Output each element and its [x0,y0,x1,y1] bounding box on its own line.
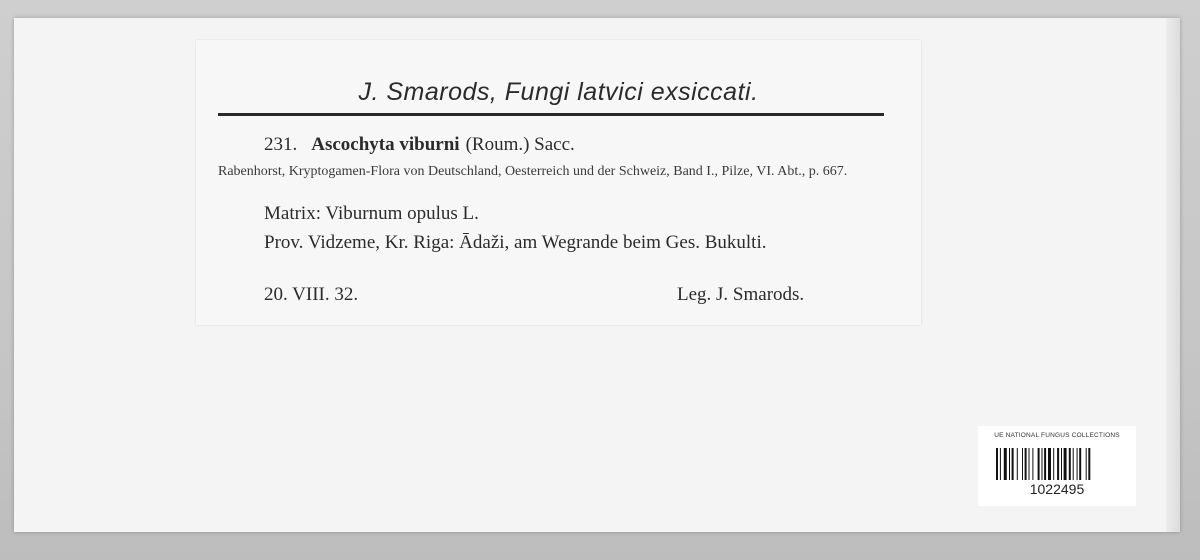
collector: Leg. J. Smarods. [677,284,805,305]
header-divider [218,113,884,116]
label-header: J. Smarods, Fungi latvici exsiccati. [358,78,759,106]
matrix-host: Matrix: Viburnum opulus L. [264,203,479,224]
species-name: Ascochyta viburni [311,134,460,155]
species-authority: (Roum.) Sacc. [465,134,575,155]
barcode-bars [996,448,1118,480]
species-line [264,134,575,156]
barcode-institution: UE NATIONAL FUNGUS COLLECTIONS [994,432,1120,439]
barcode-number: 1022495 [1029,481,1085,497]
specimen-label [196,40,921,325]
packet-fold-edge [1166,18,1180,532]
collection-date: 20. VIII. 32. [264,284,359,305]
barcode-tag [978,426,1136,506]
collection-locality: Prov. Vidzeme, Kr. Riga: Ādaži, am Wegrande beim Ges. Bukulti. [264,232,767,253]
literature-reference: Rabenhorst, Kryptogamen-Flora von Deutschland, Oesterreich und der Schweiz, Band I., Pilze, VI. Abt., p. 667. [218,164,848,179]
exsiccata-number: 231. [264,134,298,155]
